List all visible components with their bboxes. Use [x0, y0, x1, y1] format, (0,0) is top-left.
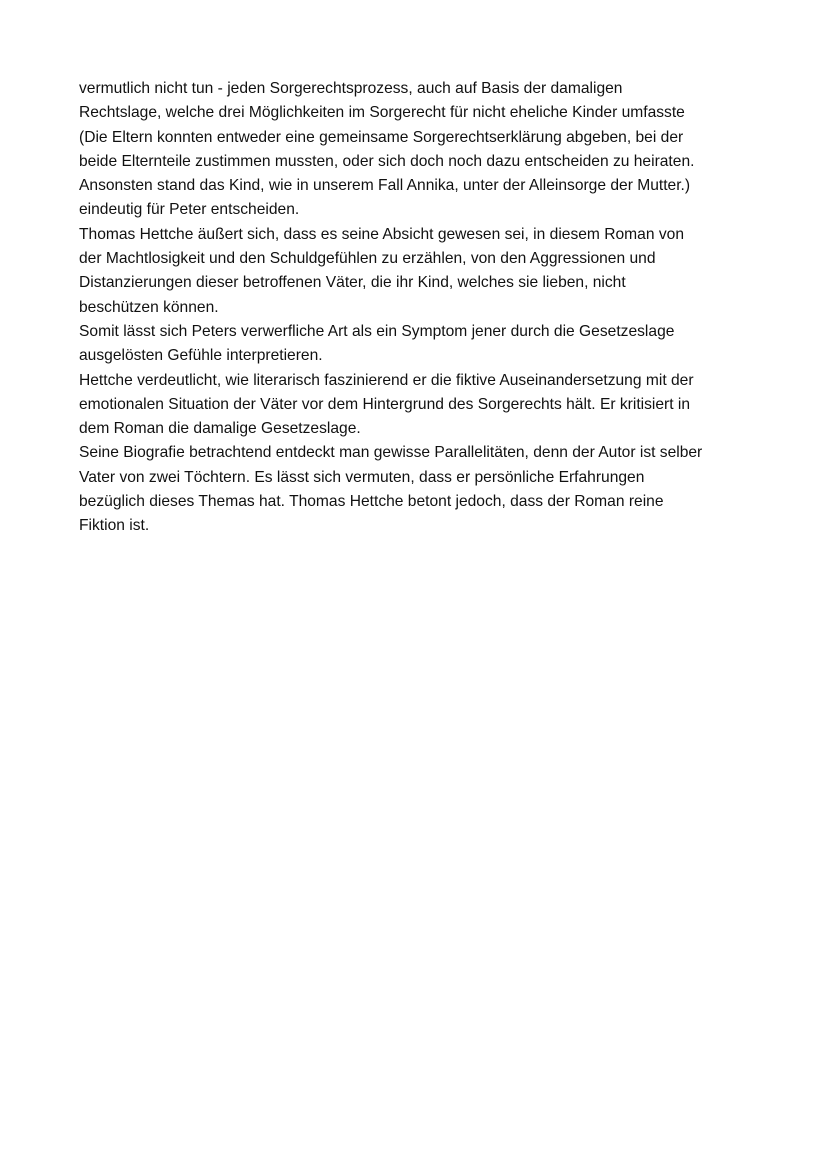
text-line: emotionalen Situation der Väter vor dem Hintergrund des Sorgerechts hält. Er kritisiert in: [79, 395, 691, 413]
text-line: der Machtlosigkeit und den Schuldgefühlen zu erzählen, von den Aggressionen und: [79, 250, 656, 268]
text-line: vermutlich nicht tun - jeden Sorgerechtsprozess, auch auf Basis der damaligen: [79, 80, 623, 97]
text-line: Rechtslage, welche drei Möglichkeiten im Sorgerecht für nicht eheliche Kinder umfasste: [79, 104, 685, 122]
text-line: bezüglich dieses Themas hat. Thomas Hettche betont jedoch, dass der Roman reine: [79, 493, 664, 511]
text-line: eindeutig für Peter entscheiden.: [79, 201, 300, 219]
text-line: beschützen können.: [79, 298, 219, 316]
text-line: Ansonsten stand das Kind, wie in unserem Fall Annika, unter der Alleinsorge der Mutter.): [79, 177, 691, 195]
text-line: beide Elternteile zustimmen mussten, oder sich doch noch dazu entscheiden zu heiraten.: [79, 152, 695, 170]
text-line: dem Roman die damalige Gesetzeslage.: [79, 420, 361, 438]
text-line: Seine Biografie betrachtend entdeckt man gewisse Parallelitäten, denn der Autor ist selber: [79, 444, 703, 462]
text-line: Vater von zwei Töchtern. Es lässt sich vermuten, dass er persönliche Erfahrungen: [79, 468, 645, 486]
text-line: Hettche verdeutlicht, wie literarisch faszinierend er die fiktive Auseinandersetzung mit der: [79, 371, 694, 389]
text-line: Fiktion ist.: [79, 517, 150, 535]
text-line: Distanzierungen dieser betroffenen Väter, die ihr Kind, welches sie lieben, nicht: [79, 274, 626, 292]
text-line: (Die Eltern konnten entweder eine gemeinsame Sorgerechtserklärung abgeben, bei der: [79, 128, 684, 146]
text-line: Somit lässt sich Peters verwerfliche Art als ein Symptom jener durch die Gesetzeslage: [79, 322, 675, 340]
text-line: ausgelösten Gefühle interpretieren.: [79, 347, 323, 365]
text-line: Thomas Hettche äußert sich, dass es seine Absicht gewesen sei, in diesem Roman von: [79, 225, 684, 243]
body-text: [79, 77, 769, 539]
